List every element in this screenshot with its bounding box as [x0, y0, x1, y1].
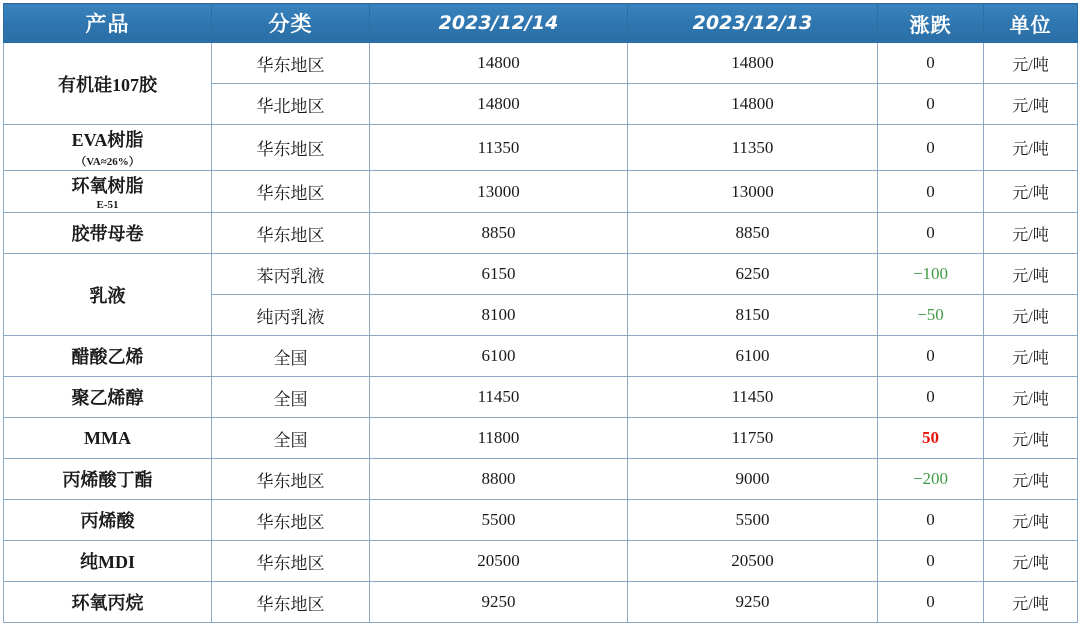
- category-cell: 苯丙乳液: [212, 254, 370, 295]
- price-yesterday-cell: 6250: [628, 254, 878, 295]
- price-yesterday-cell: 14800: [628, 84, 878, 125]
- product-name: EVA树脂: [71, 130, 144, 150]
- product-name: 胶带母卷: [71, 224, 144, 244]
- price-yesterday-cell: 9000: [628, 459, 878, 500]
- table-row: [4, 125, 1078, 171]
- price-yesterday-cell: 5500: [628, 500, 878, 541]
- category-cell: 华北地区: [212, 84, 370, 125]
- category-cell: 华东地区: [212, 541, 370, 582]
- unit-cell: 元/吨: [984, 500, 1078, 541]
- change-cell: 50: [878, 418, 984, 459]
- price-yesterday-cell: 11450: [628, 377, 878, 418]
- column-header-product: 产品: [4, 4, 212, 43]
- product-name: 纯MDI: [80, 552, 135, 572]
- unit-cell: 元/吨: [984, 295, 1078, 336]
- unit-cell: 元/吨: [984, 541, 1078, 582]
- category-cell: 华东地区: [212, 171, 370, 213]
- price-yesterday-cell: 14800: [628, 43, 878, 84]
- price-yesterday-cell: 6100: [628, 336, 878, 377]
- change-cell: 0: [878, 125, 984, 171]
- table-row: [4, 254, 1078, 295]
- unit-cell: 元/吨: [984, 459, 1078, 500]
- change-cell: 0: [878, 84, 984, 125]
- product-name: 环氧丙烷: [71, 593, 144, 613]
- change-cell: −100: [878, 254, 984, 295]
- category-cell: 华东地区: [212, 582, 370, 623]
- price-today-cell: 8850: [370, 213, 628, 254]
- price-today-cell: 5500: [370, 500, 628, 541]
- product-subtitle: E-51: [96, 199, 119, 211]
- price-yesterday-cell: 11350: [628, 125, 878, 171]
- price-yesterday-cell: 8850: [628, 213, 878, 254]
- product-cell: [4, 213, 212, 254]
- unit-cell: 元/吨: [984, 171, 1078, 213]
- change-cell: −200: [878, 459, 984, 500]
- category-cell: 华东地区: [212, 125, 370, 171]
- unit-cell: 元/吨: [984, 125, 1078, 171]
- table-row: [4, 541, 1078, 582]
- table-row: [4, 336, 1078, 377]
- column-header-category: 分类: [212, 4, 370, 43]
- product-name: MMA: [84, 427, 131, 448]
- product-cell: [4, 582, 212, 623]
- column-header-unit: 单位: [984, 4, 1078, 43]
- product-cell: [4, 418, 212, 459]
- product-name: 醋酸乙烯: [71, 347, 144, 367]
- table-row: [4, 582, 1078, 623]
- price-yesterday-cell: 13000: [628, 171, 878, 213]
- price-yesterday-cell: 8150: [628, 295, 878, 336]
- price-yesterday-cell: 20500: [628, 541, 878, 582]
- price-today-cell: 8100: [370, 295, 628, 336]
- price-today-cell: 6100: [370, 336, 628, 377]
- category-cell: 华东地区: [212, 459, 370, 500]
- unit-cell: 元/吨: [984, 582, 1078, 623]
- category-cell: 纯丙乳液: [212, 295, 370, 336]
- price-today-cell: 6150: [370, 254, 628, 295]
- price-today-cell: 11350: [370, 125, 628, 171]
- table-row: [4, 171, 1078, 213]
- unit-cell: 元/吨: [984, 84, 1078, 125]
- unit-cell: 元/吨: [984, 213, 1078, 254]
- price-today-cell: 14800: [370, 84, 628, 125]
- change-cell: 0: [878, 541, 984, 582]
- category-cell: 全国: [212, 336, 370, 377]
- price-today-cell: 20500: [370, 541, 628, 582]
- unit-cell: 元/吨: [984, 43, 1078, 84]
- price-today-cell: 14800: [370, 43, 628, 84]
- category-cell: 华东地区: [212, 500, 370, 541]
- price-yesterday-cell: 11750: [628, 418, 878, 459]
- category-cell: 华东地区: [212, 43, 370, 84]
- product-name: 环氧树脂: [71, 176, 144, 196]
- change-cell: 0: [878, 500, 984, 541]
- price-today-cell: 11800: [370, 418, 628, 459]
- category-cell: 华东地区: [212, 213, 370, 254]
- product-subtitle: （VA≈26%）: [75, 156, 140, 168]
- change-cell: −50: [878, 295, 984, 336]
- product-cell: [4, 254, 212, 336]
- change-cell: 0: [878, 377, 984, 418]
- price-today-cell: 11450: [370, 377, 628, 418]
- unit-cell: 元/吨: [984, 377, 1078, 418]
- product-cell: [4, 125, 212, 171]
- product-name: 聚乙烯醇: [71, 388, 144, 408]
- change-cell: 0: [878, 213, 984, 254]
- product-cell: [4, 171, 212, 213]
- product-cell: [4, 336, 212, 377]
- column-header-change: 涨跌: [878, 4, 984, 43]
- product-name: 有机硅107胶: [58, 74, 157, 95]
- change-cell: 0: [878, 582, 984, 623]
- table-row: [4, 43, 1078, 84]
- category-cell: 全国: [212, 377, 370, 418]
- price-today-cell: 13000: [370, 171, 628, 213]
- change-cell: 0: [878, 336, 984, 377]
- product-cell: [4, 500, 212, 541]
- table-header: [4, 4, 1078, 43]
- unit-cell: 元/吨: [984, 418, 1078, 459]
- product-cell: [4, 459, 212, 500]
- price-table: [3, 3, 1078, 623]
- product-name: 乳液: [89, 285, 126, 306]
- unit-cell: 元/吨: [984, 254, 1078, 295]
- price-today-cell: 9250: [370, 582, 628, 623]
- column-header-yesterday: 2023/12/13: [628, 4, 878, 43]
- table-row: [4, 459, 1078, 500]
- table-body: [4, 43, 1078, 623]
- table-row: [4, 500, 1078, 541]
- unit-cell: 元/吨: [984, 336, 1078, 377]
- column-header-today: 2023/12/14: [370, 4, 628, 43]
- product-name: 丙烯酸: [80, 511, 135, 531]
- product-cell: [4, 43, 212, 125]
- product-name: 丙烯酸丁酯: [62, 470, 153, 490]
- table-row: [4, 377, 1078, 418]
- price-today-cell: 8800: [370, 459, 628, 500]
- category-cell: 全国: [212, 418, 370, 459]
- table-row: [4, 213, 1078, 254]
- price-yesterday-cell: 9250: [628, 582, 878, 623]
- table-row: [4, 418, 1078, 459]
- product-cell: [4, 377, 212, 418]
- change-cell: 0: [878, 171, 984, 213]
- change-cell: 0: [878, 43, 984, 84]
- header-row: [4, 4, 1078, 43]
- product-cell: [4, 541, 212, 582]
